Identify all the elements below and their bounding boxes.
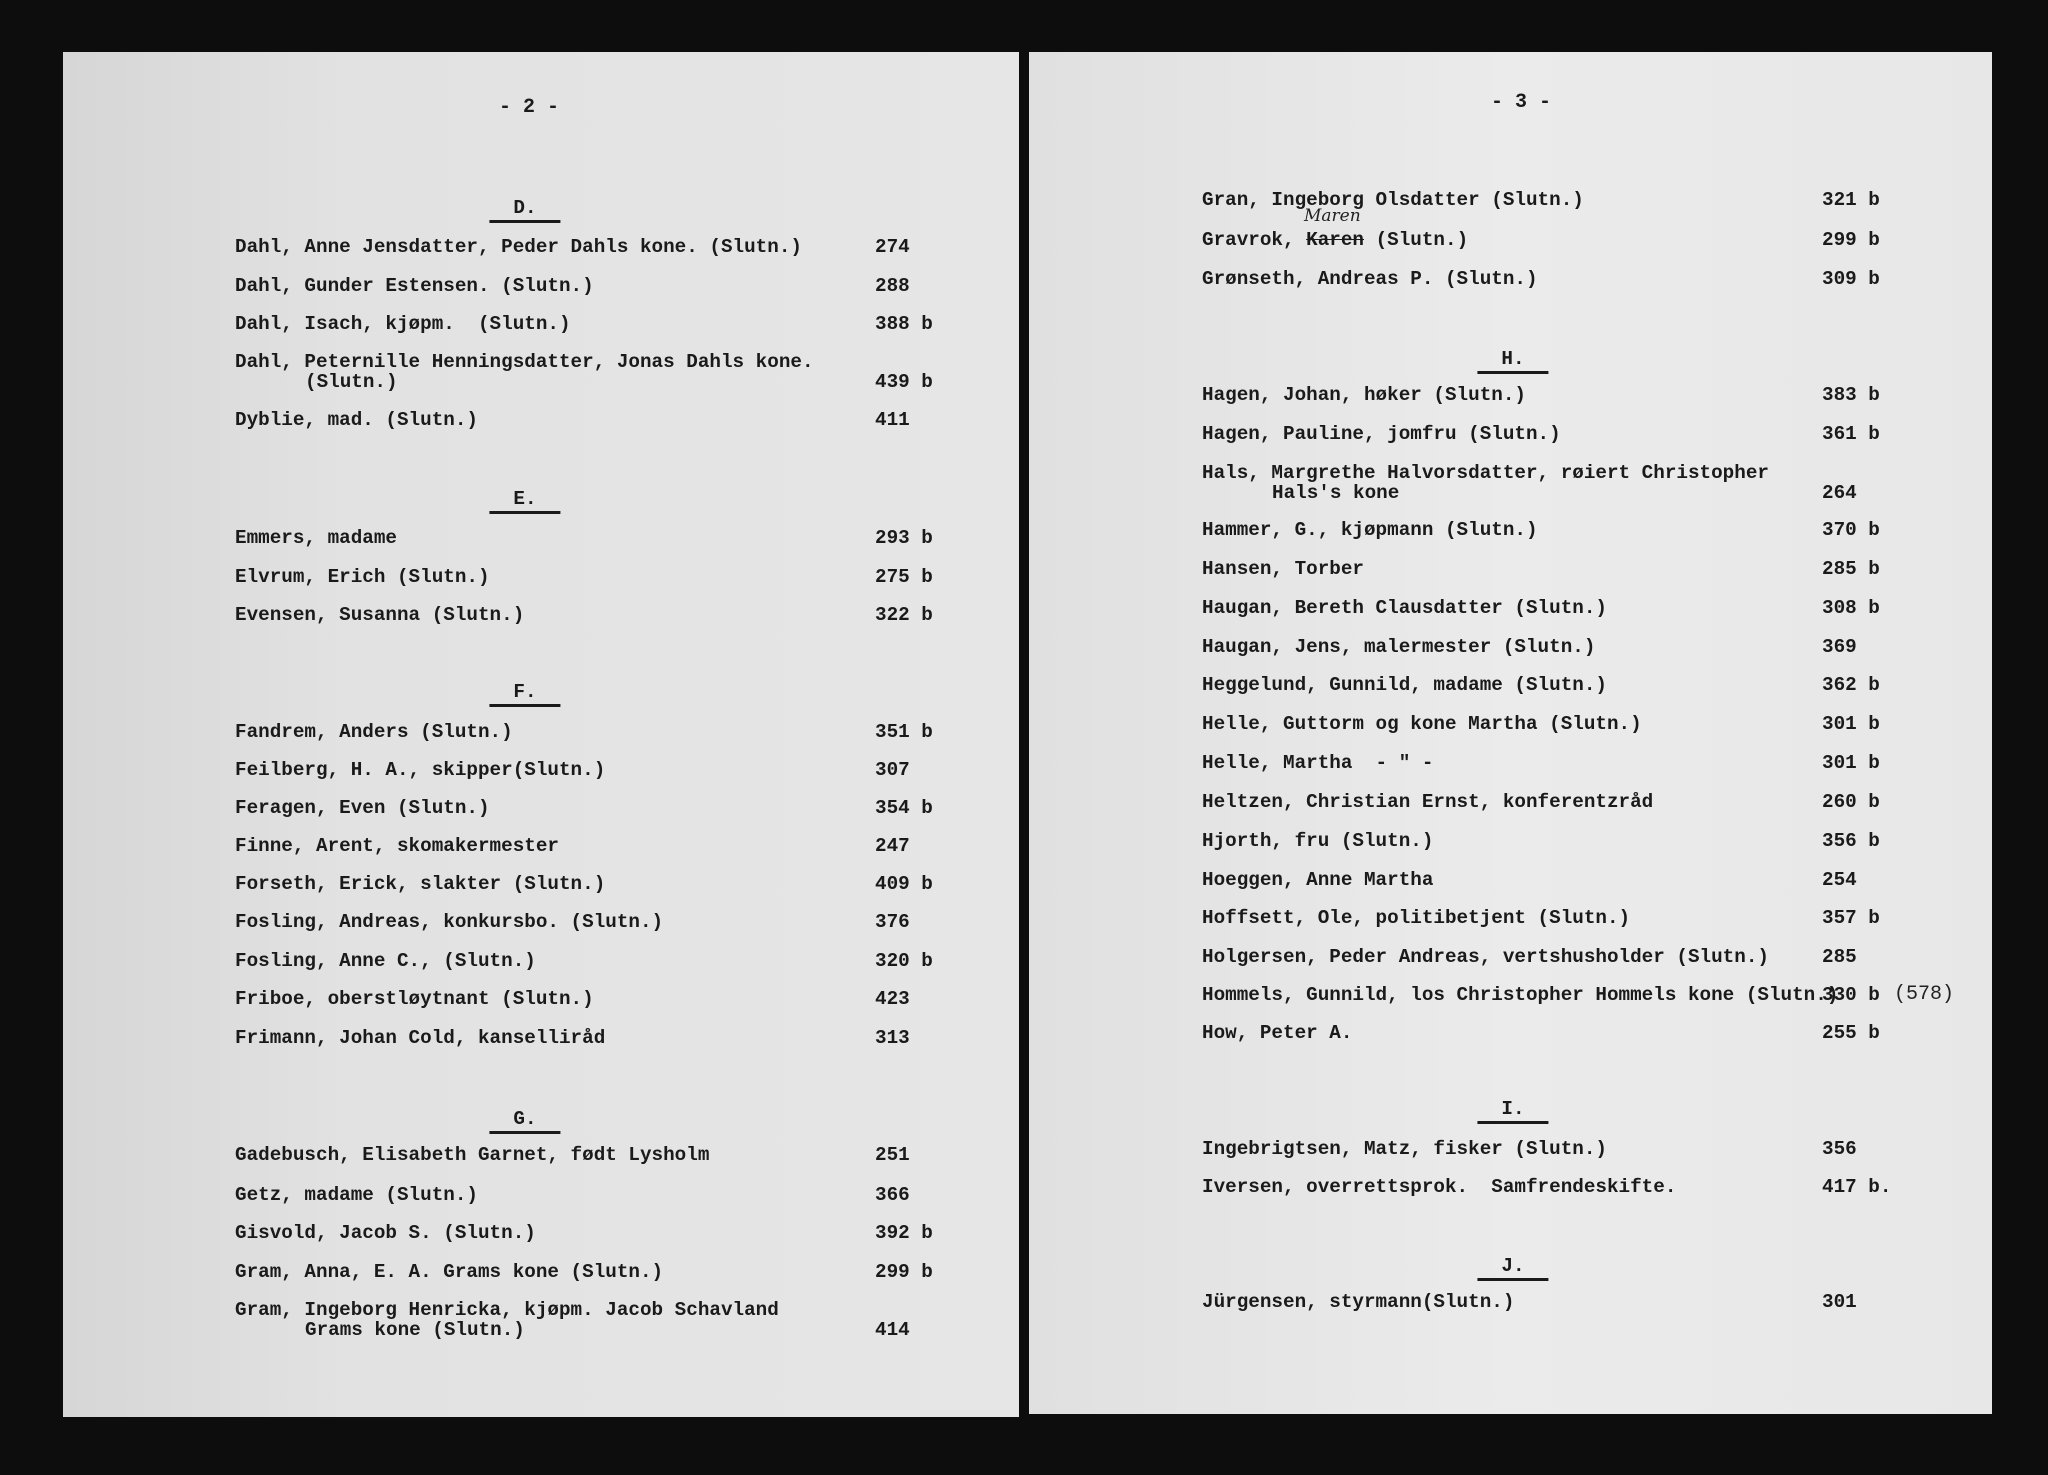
section-heading: D. <box>489 197 560 223</box>
entry-reference: 309 b <box>1822 268 1880 290</box>
entry-reference: 439 b <box>875 371 933 393</box>
entry-name: Heggelund, Gunnild, madame (Slutn.) <box>1202 674 1607 696</box>
entry-name: Jürgensen, styrmann(Slutn.) <box>1202 1291 1515 1313</box>
entry-reference: 423 <box>875 988 910 1010</box>
entry-reference: 254 <box>1822 869 1857 891</box>
entry-name: Haugan, Jens, malermester (Slutn.) <box>1202 636 1596 658</box>
entry-reference: 308 b <box>1822 597 1880 619</box>
entry-name: Hansen, Torber <box>1202 558 1364 580</box>
page-number: - 3 - <box>1490 91 1552 114</box>
entry-name: Fosling, Anne C., (Slutn.) <box>235 950 536 972</box>
entry-reference: 275 b <box>875 566 933 588</box>
entry-name-continuation: (Slutn.) <box>305 371 398 393</box>
entry-name: Hoeggen, Anne Martha <box>1202 869 1434 891</box>
entry-name: Emmers, madame <box>235 527 397 549</box>
entry-name: Feilberg, H. A., skipper(Slutn.) <box>235 759 606 781</box>
entry-reference: 388 b <box>875 313 933 335</box>
entry-reference: 322 b <box>875 604 933 626</box>
entry-reference: 370 b <box>1822 519 1880 541</box>
entry-name: Hagen, Pauline, jomfru (Slutn.) <box>1202 423 1561 445</box>
entry-name: Gram, Anna, E. A. Grams kone (Slutn.) <box>235 1261 664 1283</box>
entry-name: Frimann, Johan Cold, kanselliråd <box>235 1027 606 1049</box>
entry-name: Dahl, Peternille Henningsdatter, Jonas Dahls kone. <box>235 351 814 373</box>
entry-reference: 301 b <box>1822 752 1880 774</box>
entry-reference: 320 b <box>875 950 933 972</box>
entry-reference: 409 b <box>875 873 933 895</box>
entry-name-continuation: Grams kone (Slutn.) <box>305 1319 525 1341</box>
entry-note: (578) <box>1894 983 1955 1006</box>
entry-name: Gram, Ingeborg Henricka, kjøpm. Jacob Schavland <box>235 1299 779 1321</box>
section-heading: J. <box>1477 1255 1548 1281</box>
entry-name: Elvrum, Erich (Slutn.) <box>235 566 490 588</box>
entry-reference: 299 b <box>1822 229 1880 251</box>
entry-name: Fandrem, Anders (Slutn.) <box>235 721 513 743</box>
entry-name: Friboe, oberstløytnant (Slutn.) <box>235 988 594 1010</box>
entry-reference: 351 b <box>875 721 933 743</box>
entry-name: Iversen, overrettsprok. Samfrendeskifte. <box>1202 1176 1677 1198</box>
entry-reference: 285 <box>1822 946 1857 968</box>
entry-name: Heltzen, Christian Ernst, konferentzråd <box>1202 791 1654 813</box>
section-heading: I. <box>1477 1098 1548 1124</box>
entry-reference: 288 <box>875 275 910 297</box>
entry-name-continuation: Hals's kone <box>1272 482 1400 504</box>
entry-reference: 260 b <box>1822 791 1880 813</box>
entry-name: Hammer, G., kjøpmann (Slutn.) <box>1202 519 1538 541</box>
entry-reference: 251 <box>875 1144 910 1166</box>
entry-reference: 293 b <box>875 527 933 549</box>
entry-name: Dahl, Gunder Estensen. (Slutn.) <box>235 275 594 297</box>
entry-name: How, Peter A. <box>1202 1022 1353 1044</box>
struck-name: Karen <box>1306 229 1364 251</box>
entry-name: Hjorth, fru (Slutn.) <box>1202 830 1434 852</box>
entry-reference: 285 b <box>1822 558 1880 580</box>
entry-name: Fosling, Andreas, konkursbo. (Slutn.) <box>235 911 664 933</box>
entry-name: Hoffsett, Ole, politibetjent (Slutn.) <box>1202 907 1631 929</box>
entry-name: Gadebusch, Elisabeth Garnet, født Lysholm <box>235 1144 710 1166</box>
section-heading: F. <box>489 681 560 707</box>
entry-reference: 274 <box>875 236 910 258</box>
entry-reference: 414 <box>875 1319 910 1341</box>
entry-name: Hagen, Johan, høker (Slutn.) <box>1202 384 1526 406</box>
entry-reference: 301 <box>1822 1291 1857 1313</box>
entry-name: Helle, Martha - " - <box>1202 752 1434 774</box>
entry-reference: 357 b <box>1822 907 1880 929</box>
entry-reference: 356 <box>1822 1138 1857 1160</box>
entry-name: Feragen, Even (Slutn.) <box>235 797 490 819</box>
entry-reference: 247 <box>875 835 910 857</box>
entry-reference: 330 b <box>1822 984 1880 1006</box>
entry-reference: 417 b. <box>1822 1176 1892 1198</box>
page-number: - 2 - <box>498 96 560 119</box>
entry-name-part: (Slutn.) <box>1364 229 1469 251</box>
entry-reference: 392 b <box>875 1222 933 1244</box>
entry-name-part: Gravrok, <box>1202 229 1307 251</box>
entry-reference: 383 b <box>1822 384 1880 406</box>
section-heading: H. <box>1477 348 1548 374</box>
entry-name: Grønseth, Andreas P. (Slutn.) <box>1202 268 1538 290</box>
entry-reference: 301 b <box>1822 713 1880 735</box>
entry-name <box>1202 228 1468 252</box>
entry-reference: 376 <box>875 911 910 933</box>
entry-name: Dahl, Anne Jensdatter, Peder Dahls kone. (Slutn.) <box>235 236 802 258</box>
entry-reference: 313 <box>875 1027 910 1049</box>
entry-reference: 264 <box>1822 482 1857 504</box>
entry-reference: 307 <box>875 759 910 781</box>
entry-name: Dyblie, mad. (Slutn.) <box>235 409 478 431</box>
entry-name: Dahl, Isach, kjøpm. (Slutn.) <box>235 313 571 335</box>
entry-reference: 411 <box>875 409 910 431</box>
entry-reference: 366 <box>875 1184 910 1206</box>
entry-reference: 361 b <box>1822 423 1880 445</box>
entry-reference: 369 <box>1822 636 1857 658</box>
entry-name: Gran, Ingeborg Olsdatter (Slutn.) <box>1202 189 1584 211</box>
entry-name: Holgersen, Peder Andreas, vertshusholder (Slutn.) <box>1202 946 1769 968</box>
entry-name: Evensen, Susanna (Slutn.) <box>235 604 525 626</box>
section-heading: G. <box>489 1108 560 1134</box>
entry-name: Finne, Arent, skomakermester <box>235 835 559 857</box>
entry-name: Hals, Margrethe Halvorsdatter, røiert Christopher <box>1202 462 1769 484</box>
entry-reference: 321 b <box>1822 189 1880 211</box>
entry-name: Haugan, Bereth Clausdatter (Slutn.) <box>1202 597 1607 619</box>
entry-name: Ingebrigtsen, Matz, fisker (Slutn.) <box>1202 1138 1607 1160</box>
entry-reference: 356 b <box>1822 830 1880 852</box>
entry-reference: 354 b <box>875 797 933 819</box>
entry-name: Gisvold, Jacob S. (Slutn.) <box>235 1222 536 1244</box>
entry-name: Forseth, Erick, slakter (Slutn.) <box>235 873 606 895</box>
handwritten-correction: Maren <box>1304 206 1361 226</box>
entry-name: Helle, Guttorm og kone Martha (Slutn.) <box>1202 713 1642 735</box>
entry-reference: 255 b <box>1822 1022 1880 1044</box>
entry-name: Hommels, Gunnild, los Christopher Hommels kone (Slutn.) <box>1202 984 1839 1006</box>
entry-reference: 362 b <box>1822 674 1880 696</box>
entry-name: Getz, madame (Slutn.) <box>235 1184 478 1206</box>
section-heading: E. <box>489 488 560 514</box>
entry-reference: 299 b <box>875 1261 933 1283</box>
